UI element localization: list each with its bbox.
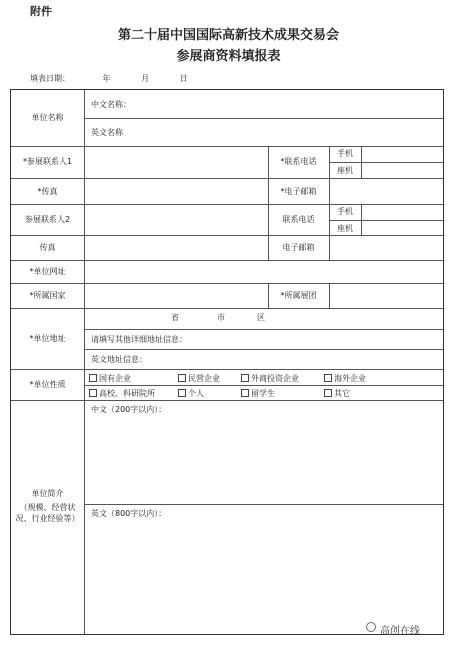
year-label: 年 — [102, 74, 111, 83]
nature-option-foreign-invested[interactable]: 外商投资企业 — [241, 373, 299, 384]
intro-label: 单位简介 — [31, 489, 64, 498]
fax2-label: 传真 — [39, 243, 56, 252]
fax1-label: *传真 — [37, 187, 58, 196]
nature-option-returnee[interactable]: 留学生 — [241, 388, 275, 399]
nature-option-individual[interactable]: 个人 — [178, 388, 204, 399]
nature-option-state-owned[interactable]: 国有企业 — [89, 373, 131, 384]
contact1-landline-label: 座机 — [337, 166, 353, 175]
nature-option-private[interactable]: 民营企业 — [178, 373, 220, 384]
day-label: 日 — [179, 74, 188, 83]
unit-name-cn-field[interactable]: 中文名称： — [91, 100, 131, 109]
unit-name-label: 单位名称 — [31, 113, 64, 122]
contact1-mobile-label: 手机 — [337, 149, 353, 158]
contact1-label: *参展联系人1 — [22, 157, 73, 166]
country-label: *所属国家 — [29, 291, 66, 300]
website-label: *单位网址 — [29, 267, 66, 276]
nature-option-university[interactable]: 高校、科研院所 — [89, 388, 155, 399]
exhibitor-form-table — [10, 89, 444, 635]
exhibit-group-label: *所属展团 — [280, 291, 317, 300]
month-label: 月 — [141, 74, 150, 83]
nature-option-overseas[interactable]: 海外企业 — [324, 373, 366, 384]
contact2-mobile-label: 手机 — [337, 207, 353, 216]
contact2-label: 参展联系人2 — [24, 215, 71, 224]
fill-date-label: 填表日期： — [30, 74, 70, 83]
email1-label: *电子邮箱 — [280, 187, 317, 196]
page-subtitle: 参展商资料填报表 — [176, 49, 281, 64]
attachment-label: 附件 — [30, 5, 52, 18]
intro-cn-field[interactable]: 中文（200字以内）： — [91, 405, 167, 414]
address-label: *单位地址 — [29, 334, 66, 343]
wechat-icon — [366, 622, 376, 632]
intro-en-field[interactable]: 英文（800字以内）： — [91, 509, 167, 518]
city-label: 市 — [217, 313, 225, 322]
address-detail-field[interactable]: 请填写其他详细地址信息： — [91, 335, 187, 344]
address-en-field[interactable]: 英文地址信息： — [91, 355, 147, 364]
contact2-landline-label: 座机 — [337, 224, 353, 233]
watermark-text: 高创在线 — [380, 626, 420, 637]
page-title: 第二十届中国国际高新技术成果交易会 — [117, 28, 339, 43]
nature-label: *单位性质 — [29, 380, 66, 389]
district-label: 区 — [257, 313, 265, 322]
contact1-phone-label: *联系电话 — [280, 157, 317, 166]
unit-name-en-field[interactable]: 英文名称 — [91, 128, 123, 137]
nature-option-other[interactable]: 其它 — [324, 388, 350, 399]
province-label: 省 — [171, 313, 179, 322]
intro-label-note: （规模、经营状况、行业经验等） — [15, 503, 80, 523]
contact2-phone-label: 联系电话 — [282, 215, 315, 224]
fill-date-row — [30, 73, 188, 84]
email2-label: 电子邮箱 — [282, 243, 315, 252]
